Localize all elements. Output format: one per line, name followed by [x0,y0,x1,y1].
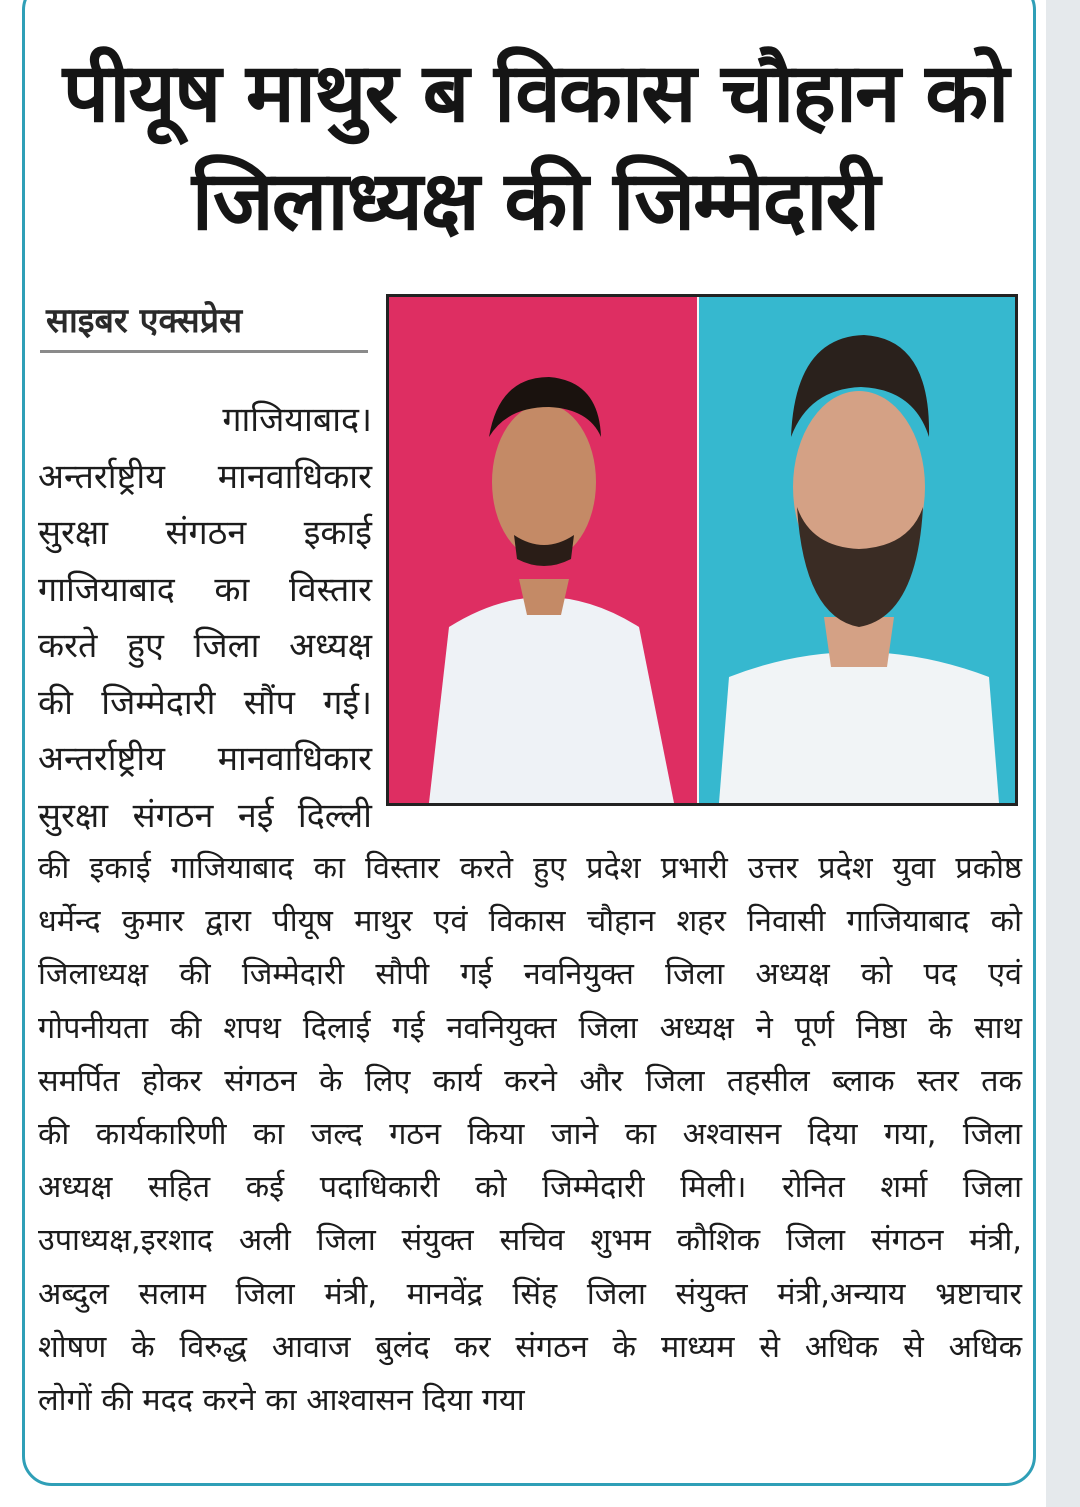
side-line: गाजियाबाद का विस्तार [38,569,372,610]
scroll-strip [1046,0,1080,1507]
side-line: अन्तर्राष्ट्रीय मानवाधिकार [38,456,372,497]
body-line: शोषण के विरुद्ध आवाज बुलंद कर संगठन के माध्यम से अधिक से अधिक [38,1329,1022,1365]
body-line: अध्यक्ष सहित कई पदाधिकारी को जिम्मेदारी मिली। रोनित शर्मा जिला [38,1170,1022,1206]
body-line: अब्दुल सलाम जिला मंत्री, मानवेंद्र सिंह जिला संयुक्त मंत्री,अन्याय भ्रष्टाचार [38,1276,1022,1312]
photo-left-portrait [389,297,699,803]
headline-line-2: जिलाध्यक्ष की जिम्मेदारी [191,154,879,249]
side-line: की जिम्मेदारी सौंप गई। [38,682,372,723]
body-line: धर्मेन्द कुमार द्वारा पीयूष माथुर एवं विकास चौहान शहर निवासी गाजियाबाद को [38,904,1022,940]
side-line: सुरक्षा संगठन इकाई [38,513,372,553]
side-line: सुरक्षा संगठन नई दिल्ली [38,795,372,836]
headline-line-1: पीयूष माथुर ब विकास चौहान को [62,46,1008,141]
side-line: अन्तर्राष्ट्रीय मानवाधिकार [38,739,372,779]
body-line: उपाध्यक्ष,इरशाद अली जिला संयुक्त सचिव शुभम कौशिक जिला संगठन मंत्री, [38,1223,1022,1259]
headline [40,40,1030,256]
article-body [38,842,1022,1427]
side-line: करते हुए जिला अध्यक्ष [38,626,372,666]
byline: साइबर एक्सप्रेस [46,301,243,341]
body-line: गोपनीयता की शपथ दिलाई गई नवनियुक्त जिला अध्यक्ष ने पूर्ण निष्ठा के साथ [38,1010,1022,1046]
body-line: जिलाध्यक्ष की जिम्मेदारी सौपी गई नवनियुक्त जिला अध्यक्ष को पद एवं [38,957,1022,993]
side-column-text [38,392,372,844]
portrait-left-figure [389,297,699,803]
photo-right-portrait [699,297,1015,803]
news-photo [386,294,1018,806]
body-line: समर्पित होकर संगठन के लिए कार्य करने और जिला तहसील ब्लाक स्तर तक [38,1063,1022,1099]
body-line: की इकाई गाजियाबाद का विस्तार करते हुए प्रदेश प्रभारी उत्तर प्रदेश युवा प्रकोष्ठ [38,851,1022,886]
body-line: की कार्यकारिणी का जल्द गठन किया जाने का अश्वासन दिया गया, जिला [38,1116,1022,1152]
dateline: गाजियाबाद। [222,400,372,440]
byline-divider [40,350,368,353]
body-line: लोगों की मदद करने का आश्वासन दिया गया [38,1382,525,1418]
portrait-right-figure [699,297,1015,803]
